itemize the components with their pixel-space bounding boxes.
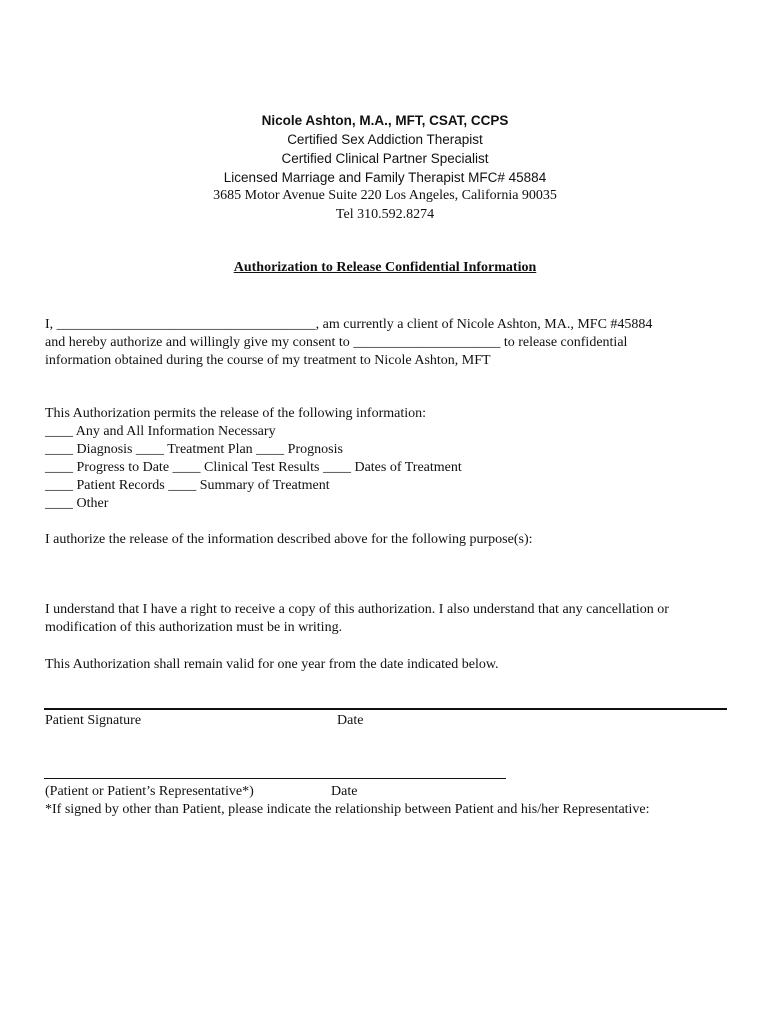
consent-line-1-suffix: , am currently a client of Nicole Ashton, MA., MFC #45884 bbox=[315, 317, 653, 332]
consent-line-2 bbox=[45, 334, 735, 352]
consent-line-3: information obtained during the course of my treatment to Nicole Ashton, MFT bbox=[45, 353, 491, 368]
permits-intro: This Authorization permits the release of the following information: bbox=[45, 406, 427, 421]
permits-section bbox=[45, 405, 735, 513]
permit-option-progress-tests-dates[interactable]: ____ Progress to Date ____ Clinical Test Results ____ Dates of Treatment bbox=[45, 460, 462, 475]
representative-date-label: Date bbox=[331, 784, 358, 799]
understanding-line-1: I understand that I have a right to receive a copy of this authorization. I also understand that any cancellation or bbox=[45, 602, 669, 617]
address-line: 3685 Motor Avenue Suite 220 Los Angeles, California 90035 bbox=[213, 188, 557, 203]
patient-date-label: Date bbox=[337, 713, 364, 728]
consent-line-1 bbox=[45, 316, 735, 334]
purpose-statement bbox=[45, 531, 735, 549]
validity-statement bbox=[45, 656, 735, 674]
permit-option-records-summary[interactable]: ____ Patient Records ____ Summary of Treatment bbox=[45, 478, 330, 493]
consent-paragraph bbox=[45, 316, 735, 370]
representative-signature-line[interactable] bbox=[44, 778, 506, 779]
permit-option-all[interactable]: ____ Any and All Information Necessary bbox=[45, 424, 276, 439]
consent-line-2-suffix: to release confidential bbox=[500, 335, 628, 350]
license-line: Licensed Marriage and Family Therapist MFC# 45884 bbox=[223, 170, 547, 185]
consent-line-2-prefix: and hereby authorize and willingly give my consent to bbox=[45, 335, 354, 350]
patient-signature-line[interactable] bbox=[44, 708, 727, 710]
permit-option-diagnosis-plan-prognosis[interactable]: ____ Diagnosis ____ Treatment Plan ____ Prognosis bbox=[45, 442, 343, 457]
understanding-paragraph bbox=[45, 601, 735, 637]
phone-line: Tel 310.592.8274 bbox=[335, 207, 435, 222]
permit-option-other[interactable]: ____ Other bbox=[45, 496, 109, 511]
therapist-name: Nicole Ashton, M.A., MFT, CSAT, CCPS bbox=[261, 113, 509, 128]
purpose-text: I authorize the release of the information described above for the following purpose(s): bbox=[45, 532, 533, 547]
patient-signature-label: Patient Signature bbox=[45, 713, 142, 728]
letterhead bbox=[0, 111, 770, 224]
certification-2: Certified Clinical Partner Specialist bbox=[281, 151, 489, 166]
client-name-blank[interactable]: _____________________________________ bbox=[56, 317, 316, 332]
form-title: Authorization to Release Confidential Information bbox=[233, 260, 537, 275]
certification-1: Certified Sex Addiction Therapist bbox=[287, 132, 483, 147]
recipient-blank[interactable]: _____________________ bbox=[353, 335, 501, 350]
understanding-line-2: modification of this authorization must be in writing. bbox=[45, 620, 343, 635]
representative-footnote: *If signed by other than Patient, please indicate the relationship between Patient and his/her Representative: bbox=[45, 802, 650, 817]
consent-line-1-prefix: I, bbox=[45, 317, 57, 332]
representative-label: (Patient or Patient’s Representative*) bbox=[45, 784, 254, 799]
validity-text: This Authorization shall remain valid for one year from the date indicated below. bbox=[45, 657, 499, 672]
